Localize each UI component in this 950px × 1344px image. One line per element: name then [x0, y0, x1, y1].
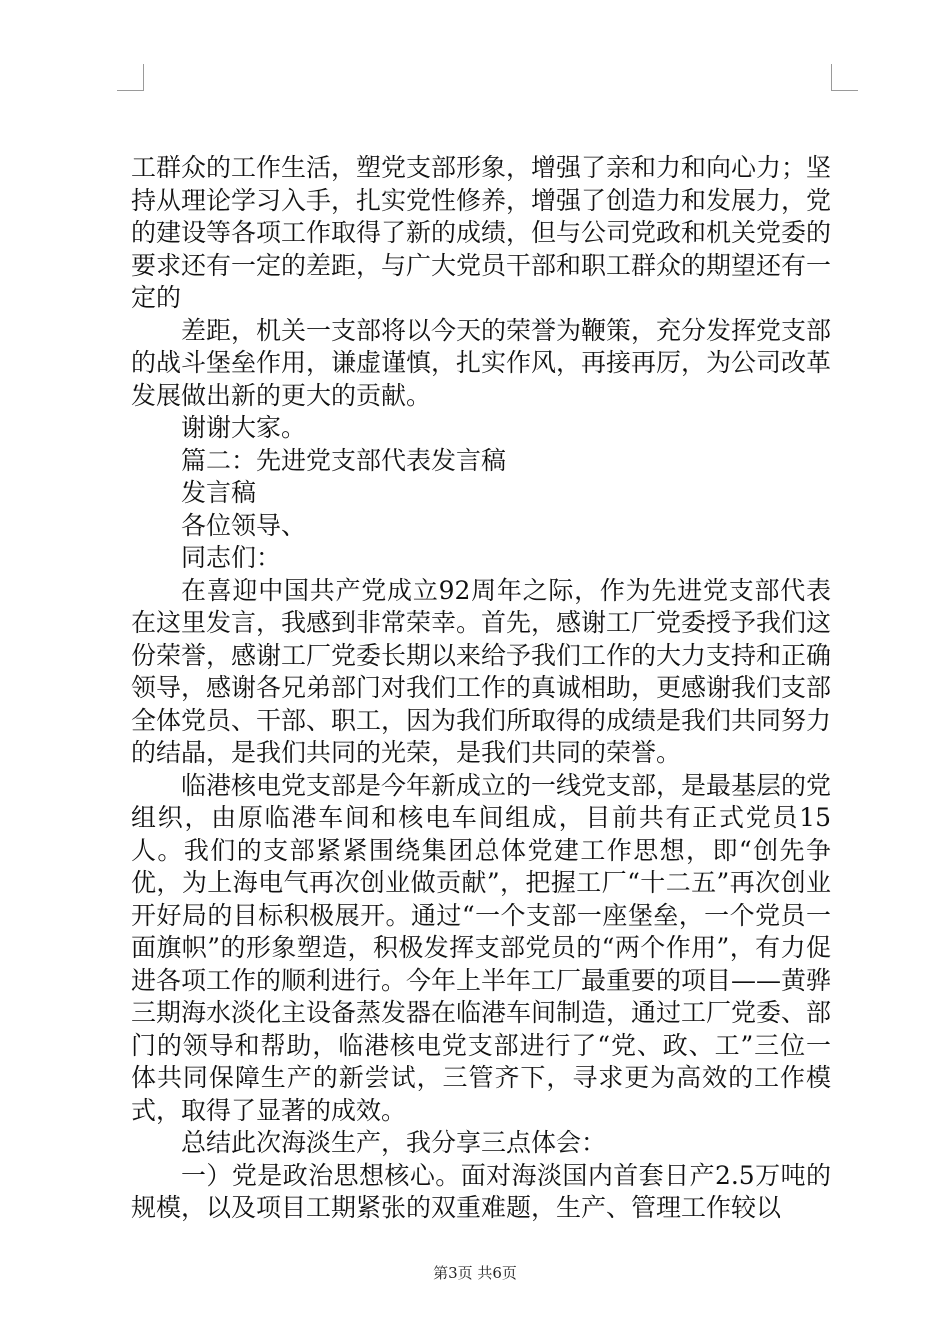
crop-mark-top-right	[831, 64, 858, 91]
crop-mark-top-left	[117, 64, 144, 91]
paragraph-continuation: 工群众的工作生活，塑党支部形象，增强了亲和力和向心力；坚持从理论学习入手，扎实党性修养，增强了创造力和发展力，党的建设等各项工作取得了新的成绩，但与公司党政和机关党委的要求还有一定的差距，与广大党员干部和职工群众的期望还有一定的	[131, 153, 832, 312]
salutation-comrades: 同志们：	[181, 543, 282, 572]
paragraph-branch-intro: 临港核电党支部是今年新成立的一线党支部，是最基层的党组织，由原临港车间和核电车间组成，目前共有正式党员15人。我们的支部紧紧围绕集团总体党建工作思想，即“创先争优，为上海电气再次创业做贡献”，把握工厂“十二五”再次创业开好局的目标积极展开。通过“一个支部一座堡垒，一个党员一面旗帜”的形象塑造，积极发挥支部党员的“两个作用”，有力促进各项工作的顺利进行。今年上半年工厂最重要的项目——黄骅三期海水淡化主设备蒸发器在临港车间制造，通过工厂党委、部门的领导和帮助，临港核电党支部进行了“党、政、工”三位一体共同保障生产的新尝试，三管齐下，寻求更为高效的工作模式，取得了显著的成效。	[131, 770, 832, 1125]
speech-title: 发言稿	[181, 478, 257, 507]
paragraph-closing: 差距，机关一支部将以今天的荣誉为鞭策，充分发挥党支部的战斗堡垒作用，谦虚谨慎，扎实作风，再接再厉，为公司改革发展做出新的更大的贡献。	[131, 315, 832, 410]
paragraph-summary: 总结此次海淡生产，我分享三点体会：	[181, 1128, 607, 1157]
page-footer: 第3页 共6页	[433, 1264, 517, 1282]
section-heading: 篇二：先进党支部代表发言稿	[181, 445, 507, 475]
document-body	[131, 152, 831, 1225]
paragraph-opening: 在喜迎中国共产党成立92周年之际，作为先进党支部代表在这里发言，我感到非常荣幸。首先，感谢工厂党委授予我们这份荣誉，感谢工厂党委长期以来给予我们工作的大力支持和正确领导，感谢各兄弟部门对我们工作的真诚相助，更感谢我们支部全体党员、干部、职工，因为我们所取得的成绩是我们共同努力的结晶，是我们共同的光荣，是我们共同的荣誉。	[131, 575, 832, 767]
salutation-leaders: 各位领导、	[181, 510, 307, 540]
paragraph-thanks: 谢谢大家。	[181, 413, 307, 442]
paragraph-point-one: 一）党是政治思想核心。面对海淡国内首套日产2.5万吨的规模，以及项目工期紧张的双重难题，生产、管理工作较以	[131, 1160, 831, 1222]
